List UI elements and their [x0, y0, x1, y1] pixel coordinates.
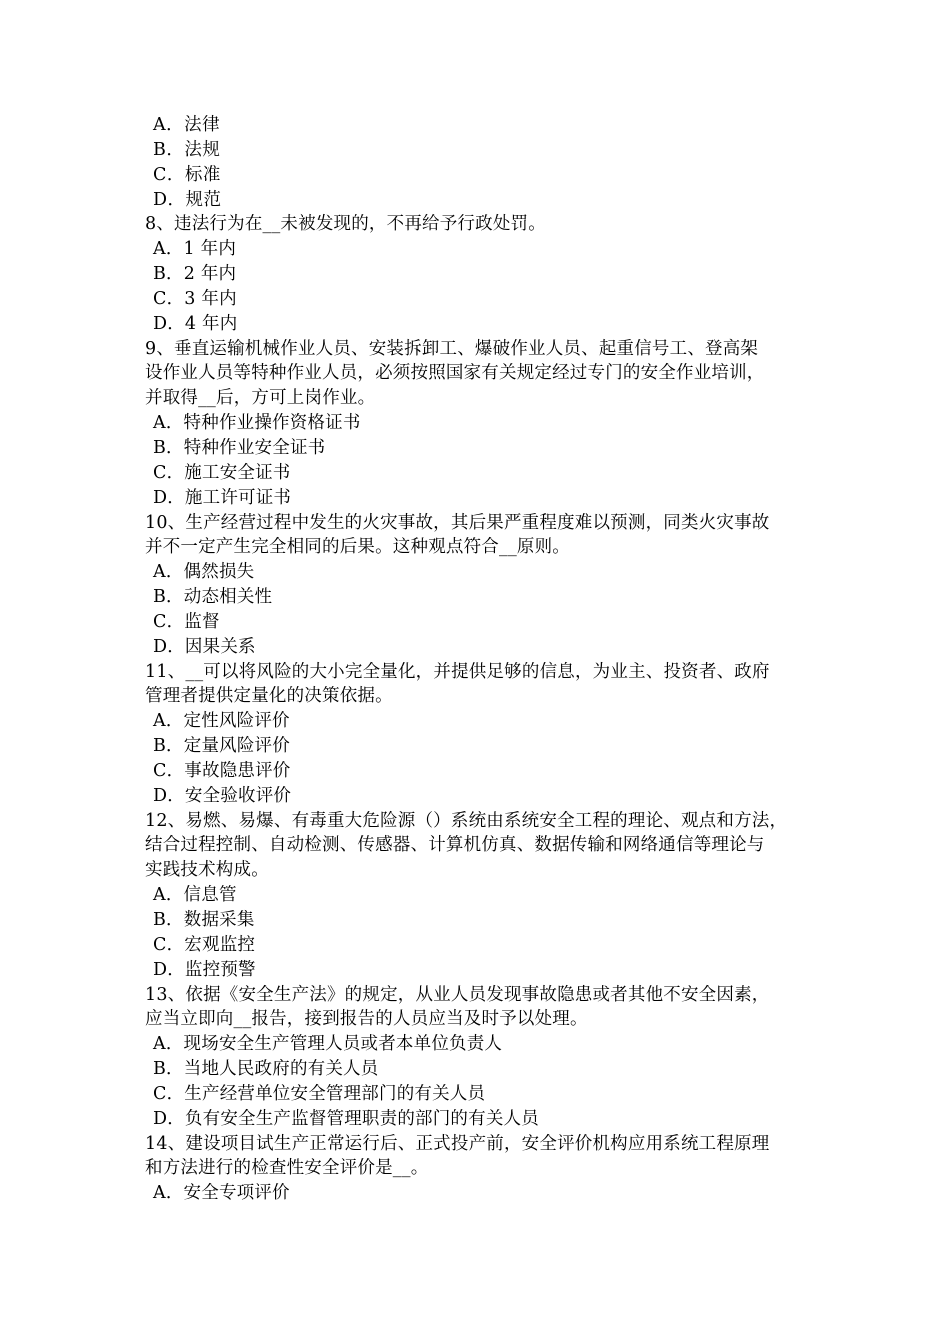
- question-13: [145, 983, 810, 1132]
- option-c: C．3 年内: [153, 288, 237, 309]
- option-b: B．数据采集: [153, 910, 255, 930]
- option-a: A．定性风险评价: [153, 711, 290, 732]
- question-text: 9、垂直运输机械作业人员、安装拆卸工、爆破作业人员、起重信号工、登高架: [145, 338, 759, 359]
- question-text: 10、生产经营过程中发生的火灾事故，其后果严重程度难以预测，同类火灾事故: [145, 512, 770, 533]
- document-page: [145, 113, 810, 1206]
- option-d: D．安全验收评价: [153, 785, 292, 806]
- question-14: [145, 1132, 810, 1207]
- option-b: B．动态相关性: [153, 587, 273, 608]
- question-text: 13、依据《安全生产法》的规定，从业人员发现事故隐患或者其他不安全因素，: [145, 984, 770, 1005]
- option-d: D．4 年内: [153, 313, 238, 334]
- option-a: A．偶然损失: [153, 562, 255, 583]
- option-c: C．施工安全证书: [153, 462, 291, 483]
- option-d: D．负有安全生产监督管理职责的部门的有关人员: [153, 1108, 539, 1129]
- option-b: B．定量风险评价: [153, 736, 290, 757]
- option-b: B．特种作业安全证书: [153, 437, 326, 458]
- option-c: C．生产经营单位安全管理部门的有关人员: [153, 1083, 486, 1104]
- question-10: [145, 511, 810, 660]
- question-text: 结合过程控制、自动检测、传感器、计算机仿真、数据传输和网络通信等理论与: [145, 835, 765, 856]
- question-8: [145, 212, 810, 336]
- option-b: B．法规: [153, 139, 221, 160]
- question-text: 12、易燃、易爆、有毒重大危险源（）系统由系统安全工程的理论、观点和方法，: [145, 810, 788, 831]
- option-d: D．监控预警: [153, 959, 256, 980]
- option-a: A．1 年内: [153, 239, 237, 260]
- question-text: 设作业人员等特种作业人员，必须按照国家有关规定经过专门的安全作业培训，: [145, 363, 765, 384]
- question-text: 并不一定产生完全相同的后果。这种观点符合__原则。: [145, 537, 570, 558]
- option-c: C．标准: [153, 164, 221, 185]
- option-a: A．信息管: [153, 885, 237, 906]
- option-d: D．因果关系: [153, 636, 256, 657]
- option-c: C．监督: [153, 611, 220, 632]
- option-b: B．2 年内: [153, 264, 237, 285]
- option-a: A．法律: [153, 115, 221, 135]
- question-text: 11、__可以将风险的大小完全量化，并提供足够的信息，为业主、投资者、政府: [145, 661, 770, 682]
- option-d: D．施工许可证书: [153, 487, 292, 508]
- question-text: 和方法进行的检查性安全评价是__。: [145, 1158, 429, 1179]
- question-12: [145, 809, 810, 983]
- question-text: 应当立即向__报告，接到报告的人员应当及时予以处理。: [145, 1009, 588, 1030]
- leading-options: [145, 113, 810, 212]
- question-11: [145, 660, 810, 809]
- option-a: A．特种作业操作资格证书: [153, 413, 361, 434]
- option-a: A．安全专项评价: [153, 1183, 290, 1204]
- question-text: 并取得__后，方可上岗作业。: [145, 388, 376, 409]
- question-text: 14、建设项目试生产正常运行后、正式投产前，安全评价机构应用系统工程原理: [145, 1133, 770, 1154]
- question-text: 8、违法行为在__未被发现的，不再给予行政处罚。: [145, 214, 546, 235]
- option-b: B．当地人民政府的有关人员: [153, 1059, 379, 1080]
- option-c: C．宏观监控: [153, 934, 256, 955]
- question-9: [145, 337, 810, 511]
- option-a: A．现场安全生产管理人员或者本单位负责人: [153, 1034, 503, 1055]
- option-d: D．规范: [153, 189, 222, 210]
- option-c: C．事故隐患评价: [153, 760, 291, 781]
- question-text: 实践技术构成。: [145, 860, 269, 881]
- question-text: 管理者提供定量化的决策依据。: [145, 686, 393, 707]
